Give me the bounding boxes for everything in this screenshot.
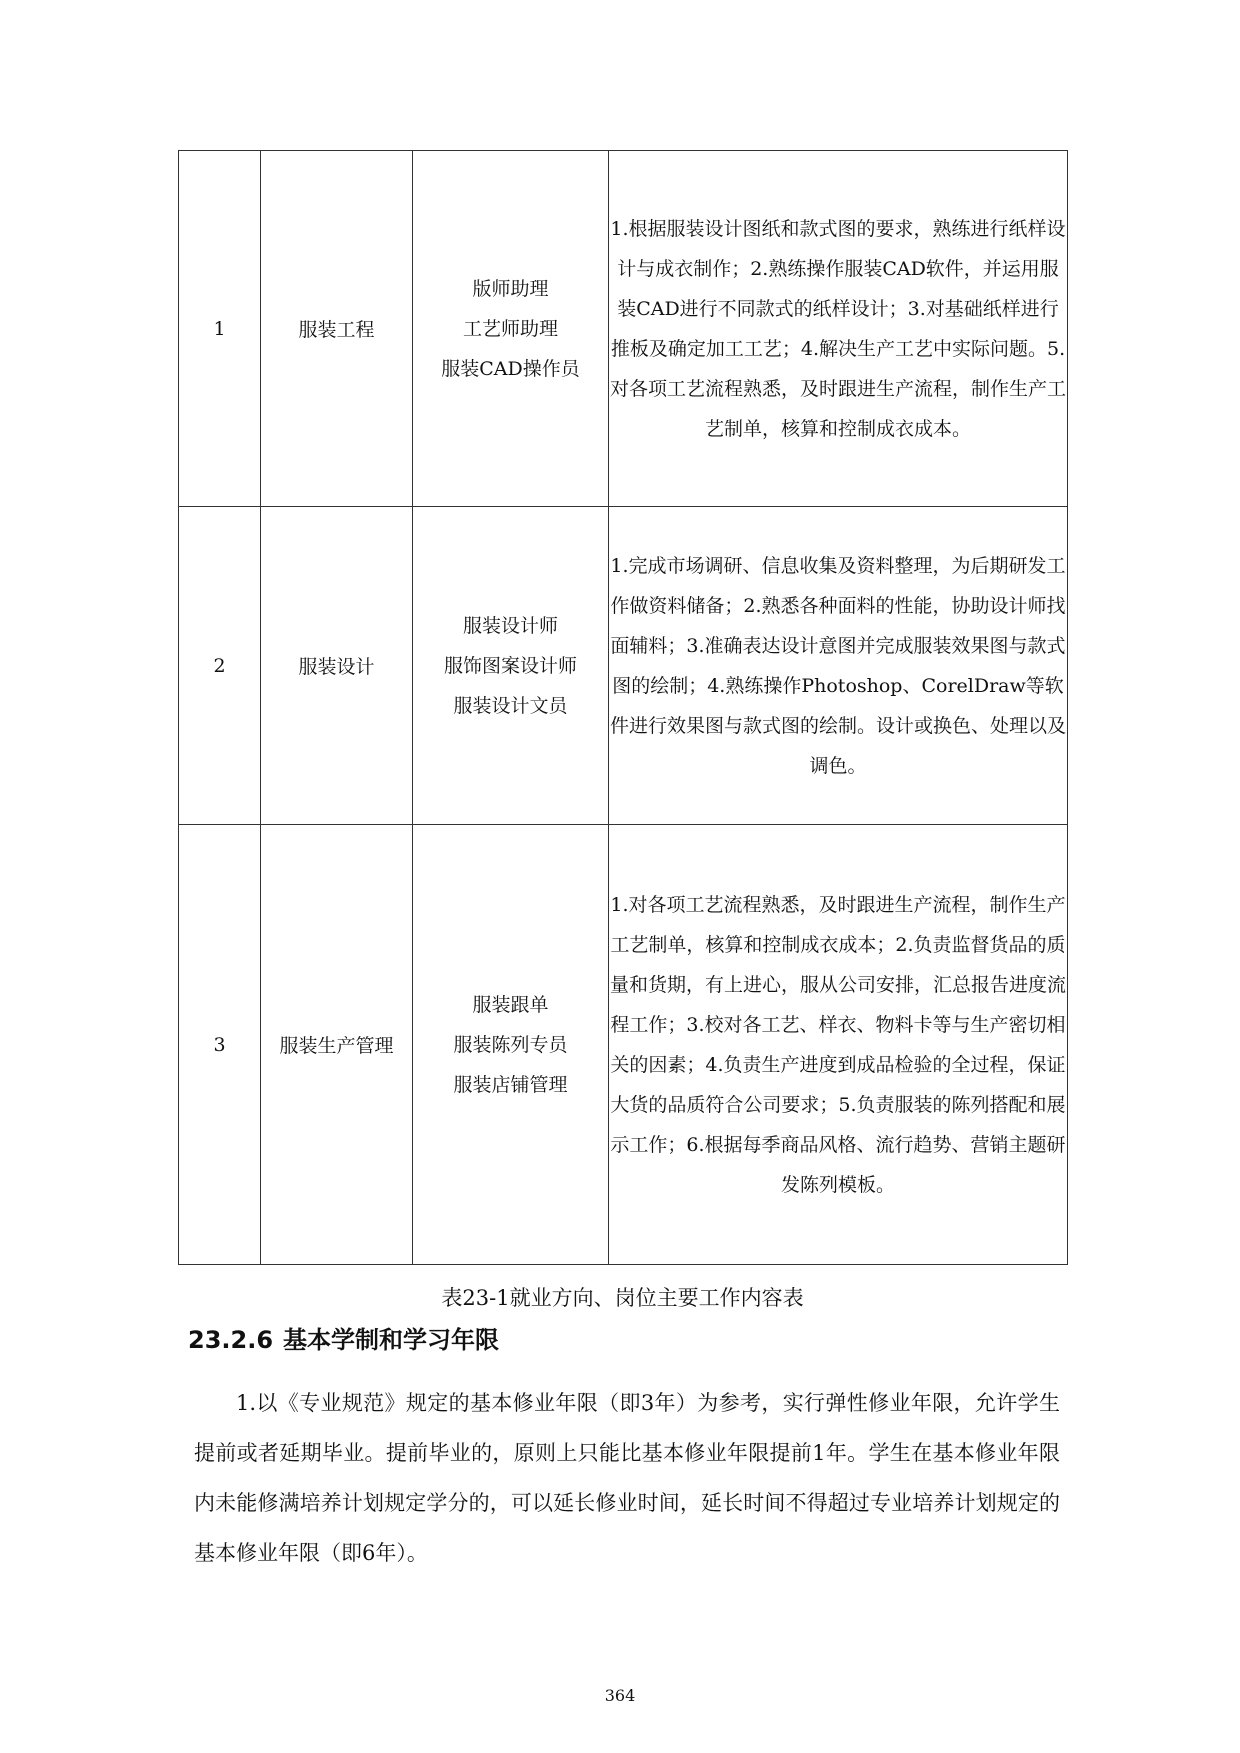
employment-direction: 服装设计 [261,507,413,825]
employment-direction: 服装生产管理 [261,825,413,1265]
page-number: 364 [604,1686,636,1705]
job-post: 服装陈列专员 [453,1033,568,1056]
job-description: 1.根据服装设计图纸和款式图的要求，熟练进行纸样设计与成衣制作；2.熟练操作服装CAD软件，并运用服装CAD进行不同款式的纸样设计；3.对基础纸样进行推板及确定加工工艺；4.解决生产工艺中实际问题。5.对各项工艺流程熟悉，及时跟进生产流程，制作生产工艺制单，核算和控制成衣成本。 [609,151,1068,507]
section-number: 23.2.6 [188,1326,274,1354]
job-post: 服装跟单 [472,993,549,1016]
table-row [179,151,1068,507]
job-description: 1.对各项工艺流程熟悉，及时跟进生产流程，制作生产工艺制单，核算和控制成衣成本；2.负责监督货品的质量和货期，有上进心，服从公司安排，汇总报告进度流程工作；3.校对各工艺、样衣、物料卡等与生产密切相关的因素；4.负责生产进度到成品检验的全过程，保证大货的品质符合公司要求；5.负责服装的陈列搭配和展示工作；6.根据每季商品风格、流行趋势、营销主题研发陈列模板。 [609,825,1068,1265]
row-number: 1 [179,151,261,507]
table-row [179,507,1068,825]
job-posts [413,151,609,507]
section-heading [188,1320,499,1360]
job-posts [413,507,609,825]
employment-direction: 服装工程 [261,151,413,507]
job-post: 版师助理 [472,277,549,300]
section-title: 基本学制和学习年限 [283,1326,500,1354]
job-post: 服装CAD操作员 [441,357,580,380]
job-post: 服装店铺管理 [453,1073,568,1096]
job-posts [413,825,609,1265]
job-post: 服装设计师 [462,614,558,637]
row-number: 2 [179,507,261,825]
job-post: 工艺师助理 [462,317,558,340]
job-post: 服饰图案设计师 [443,654,577,677]
job-description: 1.完成市场调研、信息收集及资料整理，为后期研发工作做资料储备；2.熟悉各种面料的性能，协助设计师找面辅料；3.准确表达设计意图并完成服装效果图与款式图的绘制；4.熟练操作Photoshop、CorelDraw等软件进行效果图与款式图的绘制。设计或换色、处理以及调色。 [609,507,1068,825]
body-paragraph: 1.以《专业规范》规定的基本修业年限（即3年）为参考，实行弹性修业年限，允许学生提前或者延期毕业。提前毕业的，原则上只能比基本修业年限提前1年。学生在基本修业年限内未能修满培养计划规定学分的，可以延长修业时间，延长时间不得超过专业培养计划规定的基本修业年限（即6年）。 [194,1391,1060,1565]
row-number: 3 [179,825,261,1265]
job-table [178,150,1068,1265]
table-row [179,825,1068,1265]
job-post: 服装设计文员 [453,694,568,717]
table-caption: 表23-1就业方向、岗位主要工作内容表 [441,1286,804,1310]
